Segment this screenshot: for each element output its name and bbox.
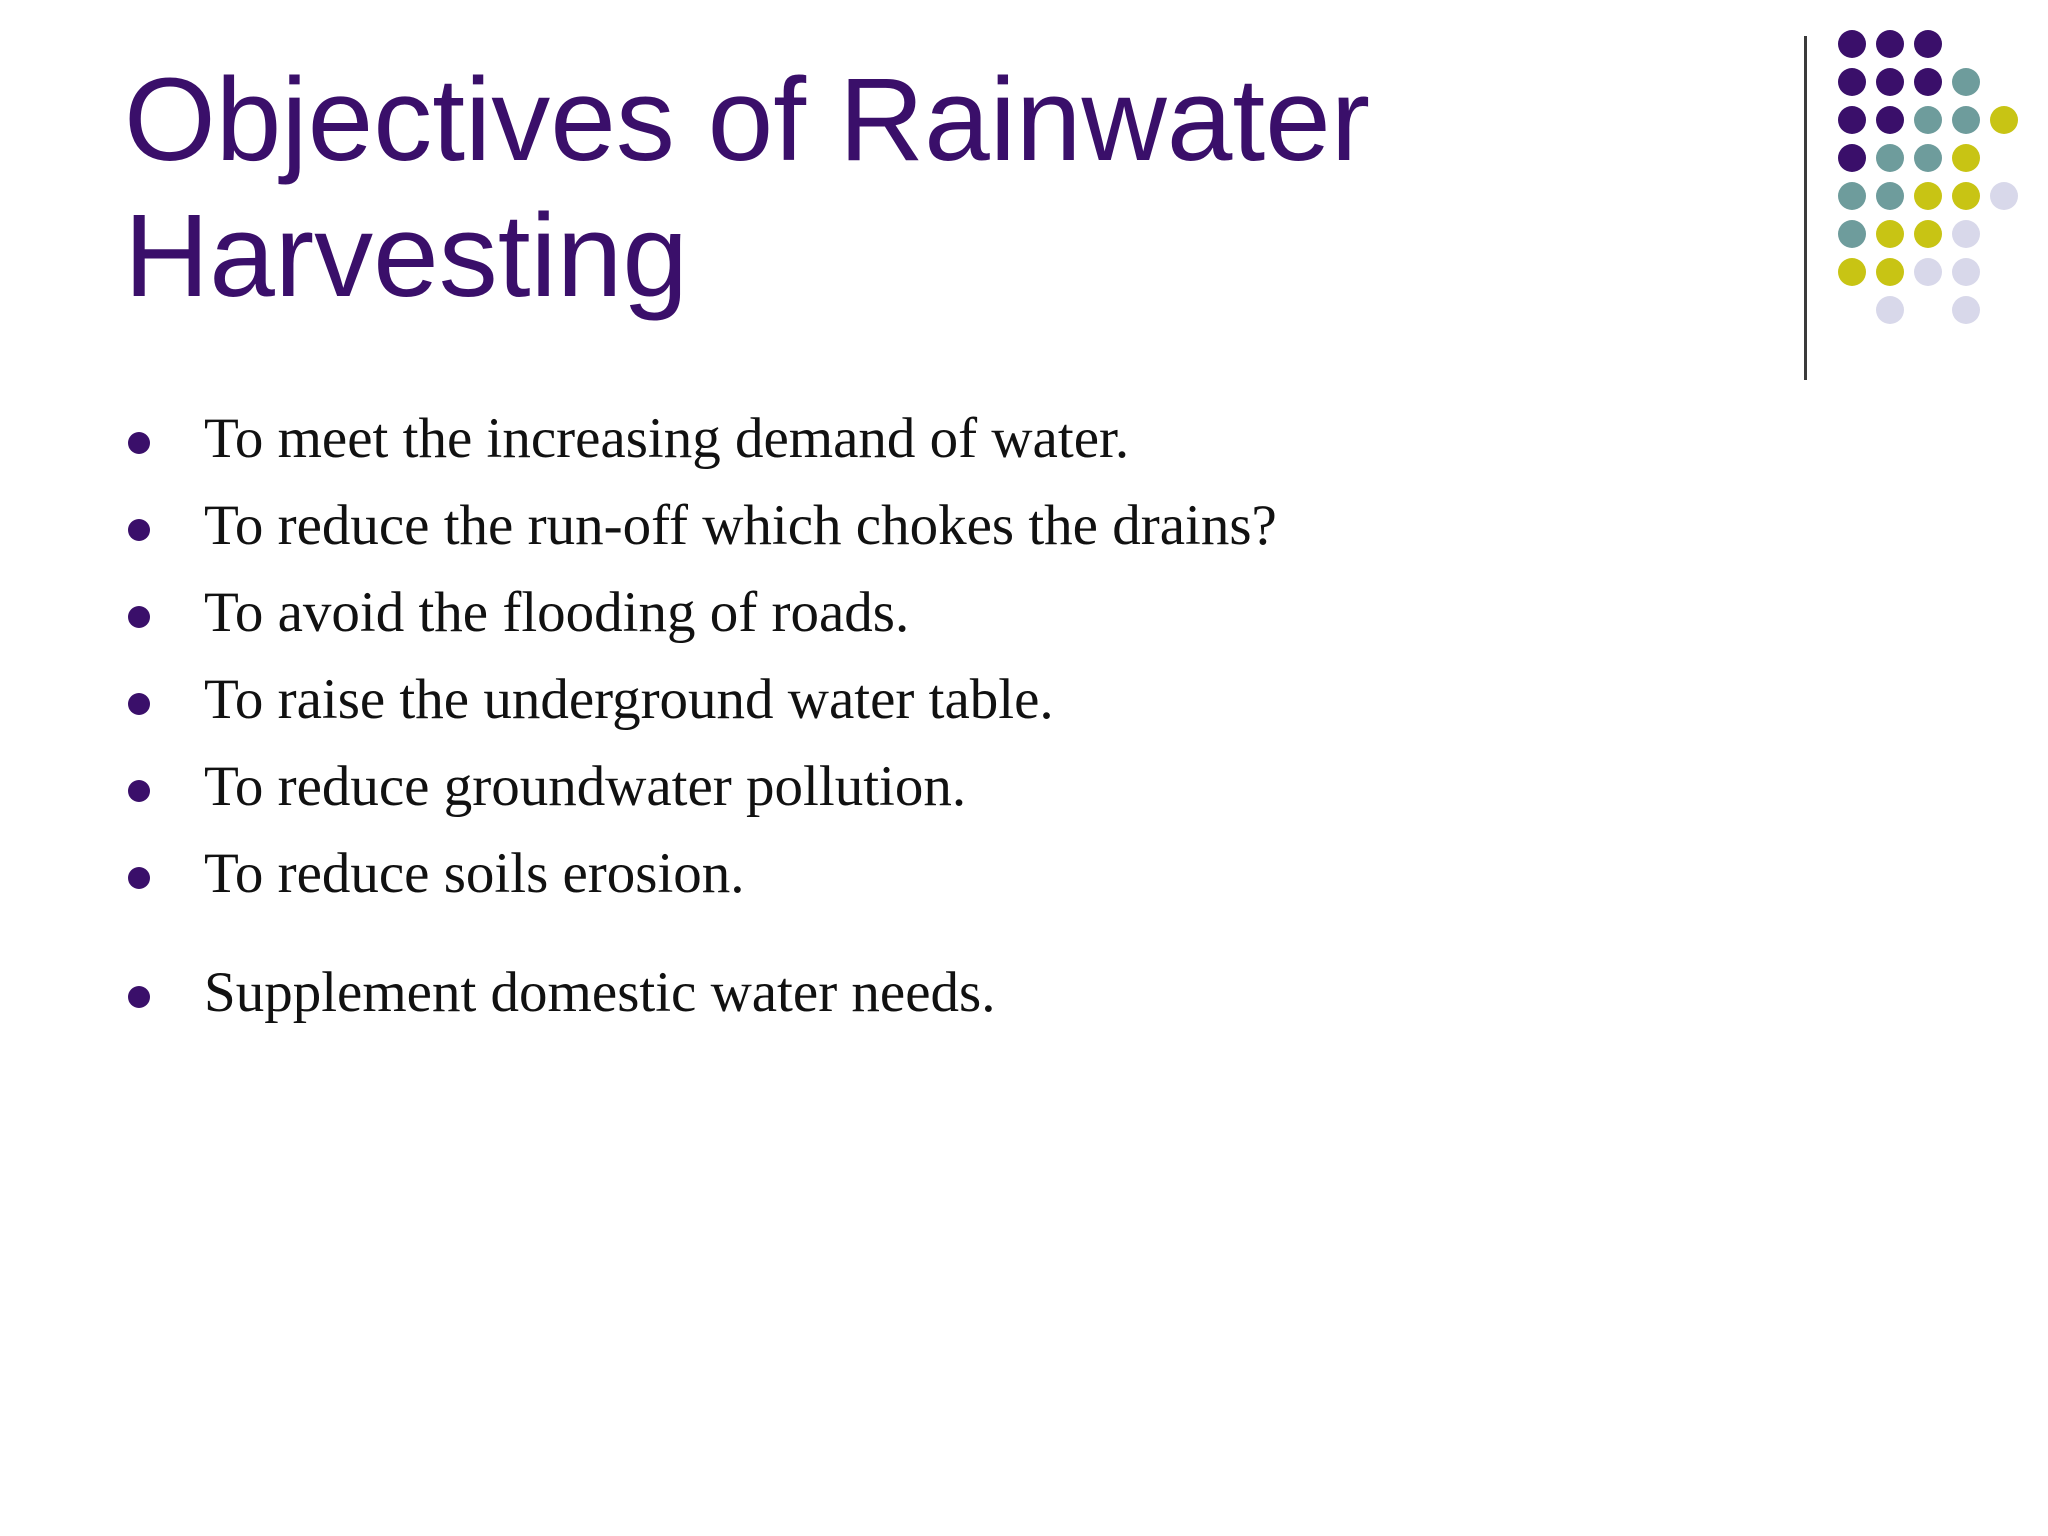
decorative-dot-icon: [1952, 106, 1980, 134]
decorative-dot-icon: [1876, 30, 1904, 58]
decorative-dot-icon: [1876, 296, 1904, 324]
slide-title-line-1: Objectives of Rainwater: [124, 54, 1371, 186]
list-item-text: To reduce groundwater pollution.: [204, 755, 967, 818]
decorative-dot-icon: [1990, 106, 2018, 134]
decorative-dot-icon: [1914, 182, 1942, 210]
bullet-dot-icon: [128, 519, 150, 541]
list-item: [124, 665, 1724, 735]
slide-title-line-2: Harvesting: [124, 190, 689, 322]
list-item: [124, 578, 1724, 648]
list-item-text: To reduce soils erosion.: [204, 842, 745, 905]
decorative-dot-icon: [1914, 258, 1942, 286]
decorative-dot-icon: [1914, 220, 1942, 248]
bullet-dot-icon: [128, 780, 150, 802]
decorative-dot-icon: [1876, 106, 1904, 134]
list-item-text: Supplement domestic water needs.: [204, 961, 996, 1024]
decorative-dot-icon: [1876, 68, 1904, 96]
bullet-dot-icon: [128, 986, 150, 1008]
list-item-text: To meet the increasing demand of water.: [204, 407, 1130, 470]
bullet-dot-icon: [128, 693, 150, 715]
decorative-dot-icon: [1952, 296, 1980, 324]
decorative-dot-icon: [1914, 68, 1942, 96]
decorative-dot-icon: [1838, 144, 1866, 172]
decorative-dot-icon: [1838, 106, 1866, 134]
list-item: [124, 491, 1724, 561]
list-item-text: To reduce the run-off which chokes the drains?: [204, 494, 1277, 557]
decorative-dot-icon: [1914, 144, 1942, 172]
list-item: [124, 958, 1724, 1028]
bullet-dot-icon: [128, 606, 150, 628]
list-item-text: To raise the underground water table.: [204, 668, 1054, 731]
list-item-text: To avoid the flooding of roads.: [204, 581, 910, 644]
decorative-dot-icon: [1876, 144, 1904, 172]
decorative-dot-icon: [1952, 144, 1980, 172]
decorative-dot-icon: [1838, 258, 1866, 286]
decorative-dot-icon: [1914, 106, 1942, 134]
decorative-dot-icon: [1838, 182, 1866, 210]
decorative-dot-icon: [1876, 182, 1904, 210]
bullet-dot-icon: [128, 432, 150, 454]
decorative-dot-icon: [1952, 182, 1980, 210]
list-item: [124, 404, 1724, 474]
decorative-dot-icon: [1952, 258, 1980, 286]
slide-title: [124, 52, 1684, 324]
decorative-dot-icon: [1914, 30, 1942, 58]
list-item: [124, 839, 1724, 909]
bullet-dot-icon: [128, 867, 150, 889]
decorative-dot-icon: [1990, 182, 2018, 210]
decorative-dot-icon: [1838, 68, 1866, 96]
decorative-dot-icon: [1952, 220, 1980, 248]
decorative-dot-grid: [1838, 30, 2048, 340]
decorative-dot-icon: [1952, 68, 1980, 96]
decorative-dot-icon: [1876, 220, 1904, 248]
list-item: [124, 752, 1724, 822]
decorative-dot-icon: [1876, 258, 1904, 286]
title-divider: [1804, 36, 1807, 380]
decorative-dot-icon: [1838, 220, 1866, 248]
decorative-dot-icon: [1838, 30, 1866, 58]
